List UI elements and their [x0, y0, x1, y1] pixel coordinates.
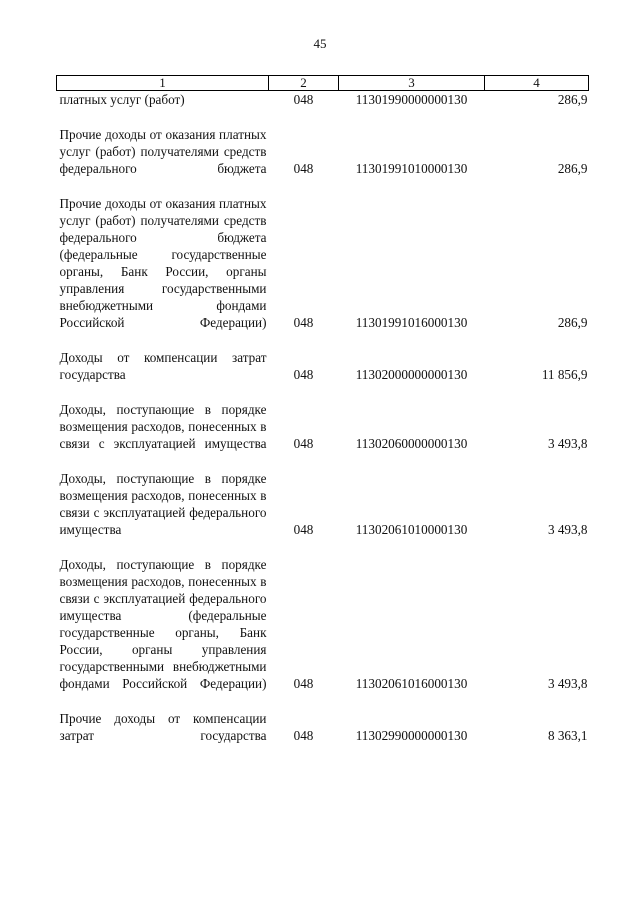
- table-header: [57, 76, 589, 91]
- admin-code: 048: [293, 676, 314, 691]
- revenue-name: Доходы, поступающие в порядке возмещения расходов, понесенных в связи с эксплуатацией имущества: [59, 402, 267, 451]
- table-row: [57, 331, 589, 383]
- amount: 286,9: [557, 92, 588, 107]
- budget-classification-code: 11302060000000130: [355, 436, 468, 451]
- revenue-name: Прочие доходы от компенсации затрат государства: [59, 711, 267, 743]
- table-row: [57, 692, 589, 744]
- column-header-3: 3: [339, 76, 485, 91]
- admin-code: 048: [293, 367, 314, 382]
- table-row: [57, 91, 589, 109]
- admin-code: 048: [293, 161, 314, 176]
- revenue-name: Прочие доходы от оказания платных услуг (работ) получателями средств федерального бюджета: [59, 127, 267, 176]
- table-row: [57, 452, 589, 538]
- budget-classification-code: 11301990000000130: [355, 92, 468, 107]
- amount: 8 363,1: [547, 728, 588, 743]
- revenue-name: платных услуг (работ): [59, 92, 185, 107]
- amount: 3 493,8: [547, 522, 588, 537]
- admin-code: 048: [293, 92, 314, 107]
- revenue-name: Доходы, поступающие в порядке возмещения расходов, понесенных в связи с эксплуатацией федерального имущества (федеральные государственные органы, Банк России, органы управления государственными внебюджетными фондами Российской Федерации): [59, 557, 267, 691]
- amount: 286,9: [557, 315, 588, 330]
- table-row: [57, 538, 589, 692]
- budget-classification-code: 11302990000000130: [355, 728, 468, 743]
- budget-classification-code: 11302061016000130: [355, 676, 468, 691]
- admin-code: 048: [293, 315, 314, 330]
- table-row: [57, 177, 589, 331]
- amount: 11 856,9: [541, 367, 588, 382]
- admin-code: 048: [293, 522, 314, 537]
- amount: 286,9: [557, 161, 588, 176]
- column-header-4: 4: [485, 76, 589, 91]
- amount: 3 493,8: [547, 436, 588, 451]
- admin-code: 048: [293, 728, 314, 743]
- admin-code: 048: [293, 436, 314, 451]
- table-row: [57, 108, 589, 177]
- budget-classification-code: 11301991010000130: [355, 161, 468, 176]
- budget-classification-code: 11301991016000130: [355, 315, 468, 330]
- revenue-name: Прочие доходы от оказания платных услуг (работ) получателями средств федерального бюджета (федеральные государственные органы, Банк России, органы управления государственными внебюджетными фондами Российской Федерации): [59, 196, 267, 330]
- revenue-name: Доходы, поступающие в порядке возмещения расходов, понесенных в связи с эксплуатацией федерального имущества: [59, 471, 267, 537]
- column-header-1: 1: [57, 76, 269, 91]
- budget-classification-code: 11302061010000130: [355, 522, 468, 537]
- column-header-2: 2: [269, 76, 339, 91]
- amount: 3 493,8: [547, 676, 588, 691]
- revenue-name: Доходы от компенсации затрат государства: [59, 350, 267, 382]
- page-number: 45: [313, 36, 327, 51]
- budget-classification-code: 11302000000000130: [355, 367, 468, 382]
- budget-revenue-table: [56, 75, 589, 744]
- table-row: [57, 383, 589, 452]
